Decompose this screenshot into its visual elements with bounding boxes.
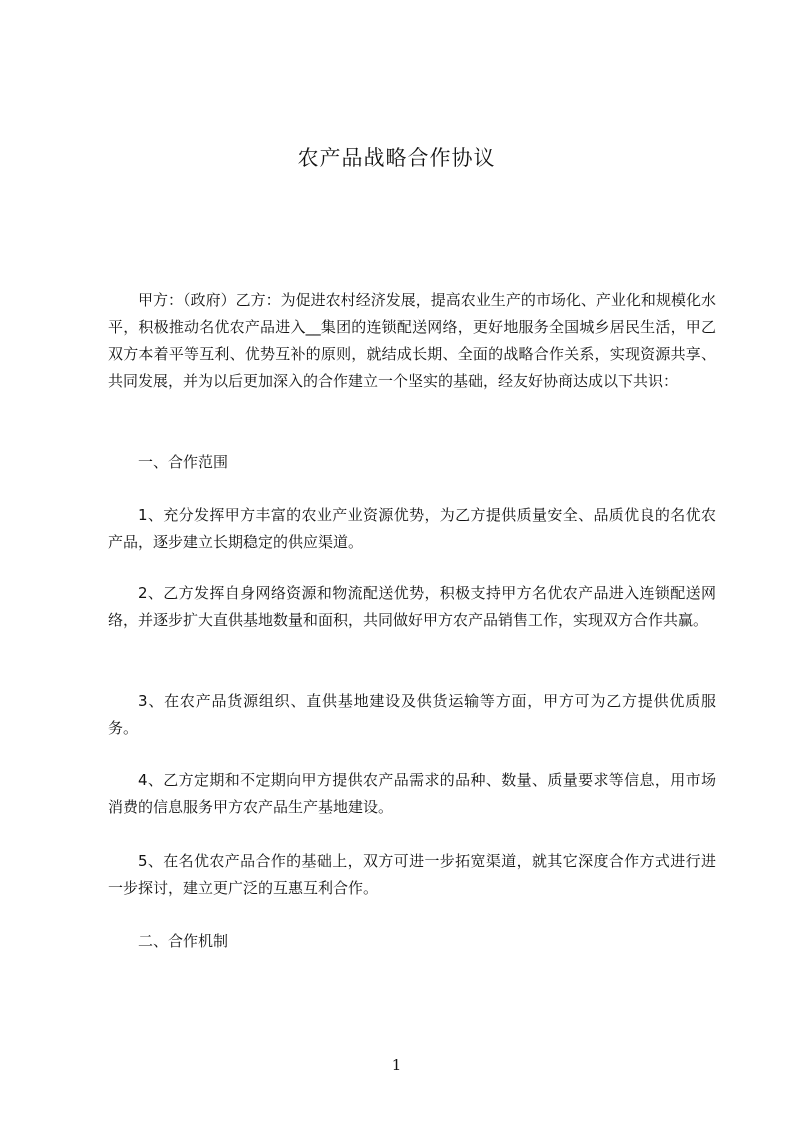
clause-4: 4、乙方定期和不定期向甲方提供农产品需求的品种、数量、质量要求等信息，用市场消费的信息服务甲方农产品生产基地建设。 (108, 771, 716, 816)
section-heading-scope: 一、合作范围 (138, 453, 229, 471)
document-title: 农产品战略合作协议 (297, 146, 496, 170)
clause-5: 5、在名优农产品合作的基础上，双方可进一步拓宽渠道，就其它深度合作方式进行进一步探讨，建立更广泛的互惠互利合作。 (108, 852, 716, 897)
clause-2: 2、乙方发挥自身网络资源和物流配送优势，积极支持甲方名优农产品进入连锁配送网络，并逐步扩大直供基地数量和面积，共同做好甲方农产品销售工作，实现双方合作共赢。 (108, 584, 716, 629)
page-number: 1 (391, 1056, 402, 1074)
intro-paragraph: 甲方：（政府）乙方：为促进农村经济发展，提高农业生产的市场化、产业化和规模化水平，积极推动名优农产品进入__集团的连锁配送网络，更好地服务全国城乡居民生活，甲乙双方本着平等互利、优势互补的原则，就结成长期、全面的战略合作关系，实现资源共享、共同发展，并为以后更加深入的合作建立一个坚实的基础，经友好协商达成以下共识： (108, 291, 716, 390)
section-heading-mechanism: 二、合作机制 (138, 932, 229, 950)
clause-3: 3、在农产品货源组织、直供基地建设及供货运输等方面，甲方可为乙方提供优质服务。 (108, 692, 716, 737)
clause-1: 1、充分发挥甲方丰富的农业产业资源优势，为乙方提供质量安全、品质优良的名优农产品，逐步建立长期稳定的供应渠道。 (108, 506, 716, 551)
